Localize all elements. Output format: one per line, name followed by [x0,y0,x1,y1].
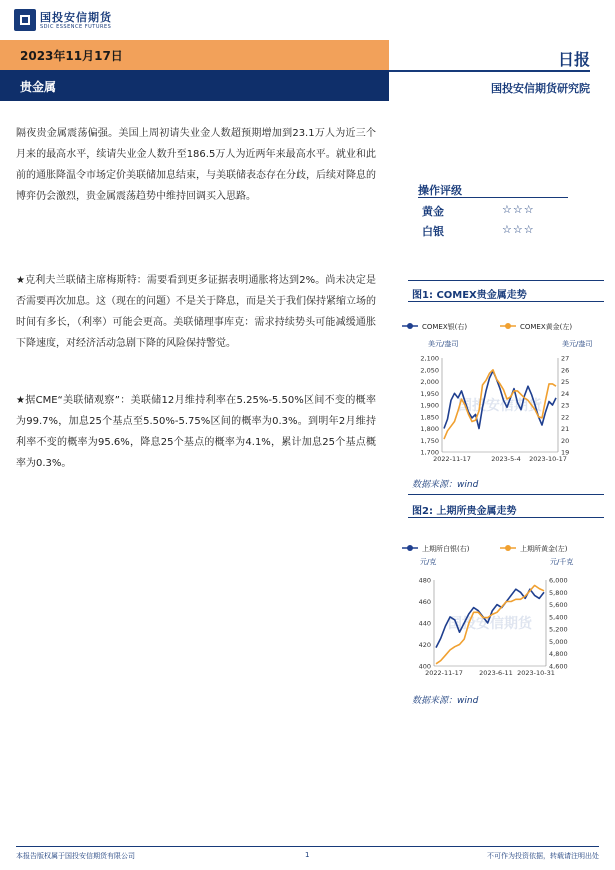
right-y-tick-label: 24 [561,389,570,398]
right-y-tick-label: 5,000 [549,637,568,646]
sector-band [0,70,389,101]
right-y-tick-label: 23 [561,401,570,410]
figure1-title-divider [408,301,604,302]
legend-swatch-marker [407,323,413,329]
right-y-tick-label: 26 [561,366,570,375]
rating-title: 操作评级 [418,184,462,197]
left-y-tick-label: 1,700 [420,448,439,457]
x-tick-label: 2022-11-17 [425,669,463,677]
fed-comments-paragraph: ★克利夫兰联储主席梅斯特：需要看到更多证据表明通胀将达到2%。尚未决定是否需要再次加息。这（现在的问题）不是关于降息，而是关于我们保持紧缩立场的时间有多长，（利率）可能会更高。美联储理事库克：需求持续势头可能减缓通胀下降速度，对经济活动急剧下降的风险保持警觉。 [16,275,376,349]
logo-chinese-name: 国投安信期货 [40,11,112,24]
right-y-tick-label: 4,800 [549,650,568,659]
footer-disclaimer: 不可作为投资依据，转载请注明出处 [487,852,599,860]
left-y-tick-label: 2,000 [420,378,439,386]
x-tick-label: 2023-6-11 [479,669,513,677]
right-axis-unit: 元/千克 [550,558,574,566]
right-y-tick-label: 4,600 [549,662,568,671]
x-tick-label: 2023-10-31 [517,669,555,677]
figure2-title: 图2: 上期所贵金属走势 [412,506,517,517]
figure1-source: 数据来源：wind [412,480,479,490]
right-y-tick-label: 5,600 [549,601,568,610]
comex-chart [398,316,610,472]
right-y-tick-label: 27 [561,354,570,363]
x-tick-label: 2022-11-17 [433,455,471,463]
report-type: 日报 [557,50,590,69]
rating-divider [418,197,568,198]
figure1-top-divider [408,280,604,281]
right-y-tick-label: 19 [561,448,570,457]
right-y-tick-label: 25 [561,378,570,386]
left-y-tick-label: 440 [418,619,431,628]
legend-swatch-marker [505,545,511,551]
figure1-title: 图1: COMEX贵金属走势 [412,290,527,301]
right-y-tick-label: 21 [561,425,570,433]
left-axis-unit: 元/克 [420,558,437,566]
right-y-tick-label: 6,000 [549,576,568,585]
rating-stars-silver: ☆☆☆ [502,223,535,236]
legend-label: 上期所白银(右) [422,545,470,553]
shfe-chart [398,538,610,684]
rating-label-gold: 黄金 [422,205,444,218]
cme-fedwatch-paragraph: ★据CME“美联储观察”：美联储12月维持利率在5.25%-5.50%区间不变的概率为99.7%，加息25个基点至5.50%-5.75%区间的概率为0.3%。到明年2月维持利率不变的概率为95.6%，降息25个基点的概率为4.1%，累计加息25个基点概率为0.3%。 [16,395,376,469]
page-number: 1 [305,851,310,859]
figure2-top-divider [408,494,604,495]
right-y-tick-label: 20 [561,436,570,445]
right-y-tick-label: 5,800 [549,588,568,597]
x-tick-label: 2023-10-17 [529,455,567,463]
legend-label: 上期所黄金(左) [520,545,568,553]
footer-copyright: 本报告版权属于国投安信期货有限公司 [16,852,135,860]
institute-name: 国投安信期货研究院 [491,82,590,95]
chart-watermark: 国投安信期货 [448,616,532,632]
figure2-title-divider [408,517,604,518]
left-axis-unit: 美元/盎司 [428,340,459,348]
left-y-tick-label: 1,900 [420,401,439,410]
rating-stars-gold: ☆☆☆ [502,203,535,216]
report-date: 2023年11月17日 [20,49,123,63]
header-divider [389,70,590,72]
legend-label: COMEX黄金(左) [520,323,573,331]
chart-watermark: 国投安信期货 [458,398,542,414]
left-y-tick-label: 1,750 [420,436,439,445]
rating-label-silver: 白银 [422,225,444,238]
right-axis-unit: 美元/盎司 [562,340,593,348]
market-summary-paragraph: 隔夜贵金属震荡偏强。美国上周初请失业金人数超预期增加到23.1万人为近三个月来的最高水平，续请失业金人数升至186.5万人为近两年来最高水平。就业和此前的通胀降温令市场定价美联储加息结束，与美联储表态存在分歧，后续对降息的博弈仍会激烈，贵金属震荡趋势中维持回调买入思路。 [16,128,376,202]
left-y-tick-label: 480 [418,576,431,585]
legend-label: COMEX银(右) [422,323,468,331]
footer-divider [16,846,599,847]
left-y-tick-label: 2,050 [420,366,439,375]
right-y-tick-label: 22 [561,413,570,422]
left-y-tick-label: 2,100 [420,354,439,363]
logo-english-name: SDIC ESSENCE FUTURES [40,24,112,30]
company-logo-icon [14,9,36,31]
right-y-tick-label: 5,200 [549,625,568,634]
report-sector: 贵金属 [20,80,57,94]
left-y-tick-label: 1,950 [420,389,439,398]
figure2-source: 数据来源：wind [412,696,479,706]
left-y-tick-label: 420 [418,641,431,649]
legend-swatch-marker [505,323,511,329]
legend-swatch-marker [407,545,413,551]
left-y-tick-label: 1,850 [420,413,439,422]
right-y-tick-label: 5,400 [549,613,568,622]
left-y-tick-label: 400 [418,662,431,671]
left-y-tick-label: 460 [418,598,431,606]
x-tick-label: 2023-5-4 [491,455,521,463]
left-y-tick-label: 1,800 [420,425,439,433]
